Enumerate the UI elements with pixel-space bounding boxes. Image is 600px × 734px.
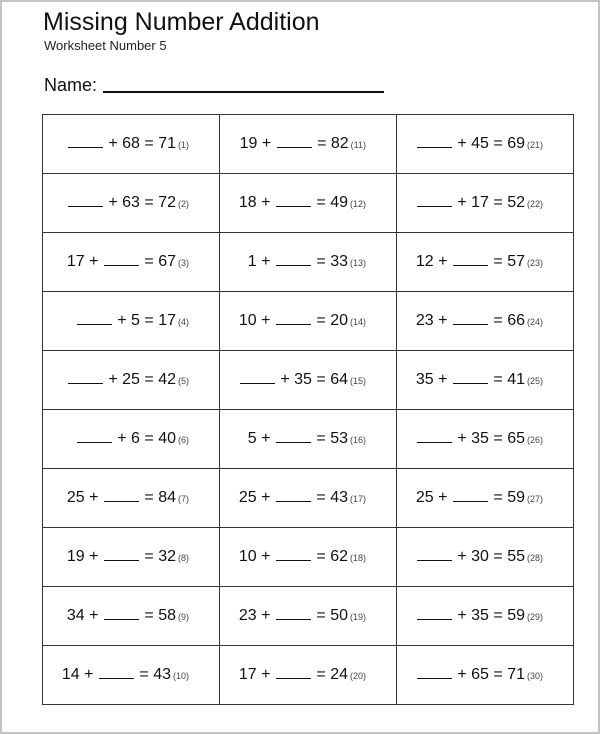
sum-value: 43: [153, 666, 171, 683]
question-number: (5): [178, 376, 189, 386]
equals-sign: =: [317, 135, 327, 152]
sum-value: 69: [507, 135, 525, 152]
problem-cell: [43, 469, 220, 528]
addend-left: 25: [66, 489, 85, 506]
plus-sign: +: [457, 666, 467, 683]
sum-value: 55: [507, 548, 525, 565]
plus-sign: +: [438, 371, 448, 388]
problem-cell: [43, 115, 220, 174]
problem-equation: [43, 605, 189, 625]
answer-blank[interactable]: [277, 133, 312, 148]
equals-sign: =: [144, 371, 154, 388]
problems-row: [43, 292, 574, 351]
problem-cell: [220, 646, 397, 705]
addend-left: 25: [415, 489, 434, 506]
plus-sign: +: [438, 253, 448, 270]
plus-sign: +: [84, 666, 94, 683]
question-number: (1): [178, 140, 189, 150]
problem-cell: [397, 587, 574, 646]
problems-row: [43, 174, 574, 233]
addend-left: 19: [66, 548, 85, 565]
sum-value: 49: [330, 194, 348, 211]
answer-blank[interactable]: [417, 428, 452, 443]
equals-sign: =: [493, 371, 503, 388]
answer-blank[interactable]: [453, 369, 488, 384]
equals-sign: =: [316, 607, 326, 624]
problem-equation: [397, 251, 543, 271]
answer-blank[interactable]: [417, 192, 452, 207]
answer-blank[interactable]: [417, 546, 452, 561]
sum-value: 58: [158, 607, 176, 624]
sum-value: 66: [507, 312, 525, 329]
answer-blank[interactable]: [240, 369, 275, 384]
answer-blank[interactable]: [417, 605, 452, 620]
answer-blank[interactable]: [453, 310, 488, 325]
problems-row: [43, 646, 574, 705]
addend-right: 68: [122, 135, 140, 152]
addend-left: 17: [238, 666, 257, 683]
question-number: (3): [178, 258, 189, 268]
name-label: Name:: [44, 75, 98, 95]
problem-equation: [43, 369, 189, 389]
problem-cell: [397, 174, 574, 233]
problem-equation: [43, 133, 189, 153]
problem-equation: [220, 192, 366, 212]
question-number: (20): [349, 671, 366, 681]
sum-value: 64: [330, 371, 348, 388]
problem-equation: [43, 487, 189, 507]
addend-right: 35: [471, 607, 489, 624]
answer-blank[interactable]: [99, 664, 134, 679]
problem-equation: [220, 369, 366, 389]
problem-equation: [397, 605, 543, 625]
sum-value: 32: [158, 548, 176, 565]
problem-equation: [220, 546, 366, 566]
problem-cell: [220, 528, 397, 587]
equals-sign: =: [144, 607, 154, 624]
answer-blank[interactable]: [104, 546, 139, 561]
question-number: (30): [526, 671, 543, 681]
question-number: (15): [349, 376, 366, 386]
addend-right: 63: [122, 194, 140, 211]
plus-sign: +: [108, 194, 118, 211]
plus-sign: +: [261, 666, 271, 683]
problems-row: [43, 469, 574, 528]
sum-value: 59: [507, 489, 525, 506]
plus-sign: +: [457, 194, 467, 211]
plus-sign: +: [261, 253, 271, 270]
plus-sign: +: [438, 489, 448, 506]
plus-sign: +: [261, 312, 271, 329]
plus-sign: +: [280, 371, 290, 388]
equals-sign: =: [144, 430, 154, 447]
equals-sign: =: [144, 548, 154, 565]
question-number: (27): [526, 494, 543, 504]
sum-value: 20: [330, 312, 348, 329]
answer-blank[interactable]: [276, 251, 311, 266]
addend-left: 10: [238, 548, 257, 565]
plus-sign: +: [117, 430, 127, 447]
plus-sign: +: [261, 607, 271, 624]
sum-value: 33: [330, 253, 348, 270]
question-number: (4): [178, 317, 189, 327]
sum-value: 84: [158, 489, 176, 506]
question-number: (2): [178, 199, 189, 209]
answer-blank[interactable]: [68, 192, 103, 207]
question-number: (9): [178, 612, 189, 622]
equals-sign: =: [144, 135, 154, 152]
question-number: (25): [526, 376, 543, 386]
question-number: (12): [349, 199, 366, 209]
problem-cell: [397, 351, 574, 410]
problem-equation: [220, 251, 366, 271]
addend-left: 19: [239, 135, 258, 152]
problems-table: [42, 114, 574, 705]
sum-value: 82: [330, 135, 349, 152]
answer-blank[interactable]: [77, 428, 112, 443]
equals-sign: =: [144, 253, 154, 270]
equals-sign: =: [139, 666, 149, 683]
sum-value: 53: [330, 430, 348, 447]
addend-right: 25: [122, 371, 140, 388]
problem-cell: [220, 351, 397, 410]
plus-sign: +: [457, 430, 467, 447]
problem-cell: [220, 292, 397, 351]
equals-sign: =: [316, 489, 326, 506]
problem-cell: [397, 469, 574, 528]
problems-row: [43, 410, 574, 469]
problem-equation: [43, 310, 189, 330]
problem-cell: [43, 410, 220, 469]
plus-sign: +: [108, 371, 118, 388]
problem-cell: [43, 528, 220, 587]
addend-left: 34: [66, 607, 85, 624]
equals-sign: =: [316, 371, 326, 388]
sum-value: 71: [158, 135, 176, 152]
sum-value: 52: [507, 194, 525, 211]
addend-right: 17: [471, 194, 489, 211]
plus-sign: +: [89, 253, 99, 270]
problem-equation: [220, 605, 366, 625]
problem-cell: [220, 115, 397, 174]
problems-row: [43, 528, 574, 587]
question-number: (6): [178, 435, 189, 445]
answer-blank[interactable]: [453, 487, 488, 502]
problem-equation: [220, 133, 366, 153]
plus-sign: +: [261, 430, 271, 447]
equals-sign: =: [493, 548, 503, 565]
problem-equation: [397, 664, 543, 684]
sum-value: 24: [330, 666, 348, 683]
addend-left: 18: [238, 194, 257, 211]
addend-right: 45: [471, 135, 489, 152]
plus-sign: +: [457, 548, 467, 565]
sum-value: 59: [507, 607, 525, 624]
addend-left: 23: [238, 607, 257, 624]
answer-blank[interactable]: [77, 310, 112, 325]
answer-blank[interactable]: [104, 251, 139, 266]
problem-equation: [397, 192, 543, 212]
question-number: (17): [349, 494, 366, 504]
question-number: (24): [526, 317, 543, 327]
equals-sign: =: [493, 253, 503, 270]
problems-row: [43, 115, 574, 174]
equals-sign: =: [493, 607, 503, 624]
question-number: (18): [349, 553, 366, 563]
problem-cell: [43, 174, 220, 233]
equals-sign: =: [144, 489, 154, 506]
plus-sign: +: [117, 312, 127, 329]
question-number: (29): [526, 612, 543, 622]
question-number: (23): [526, 258, 543, 268]
problem-equation: [397, 133, 543, 153]
problem-cell: [397, 292, 574, 351]
answer-blank[interactable]: [453, 251, 488, 266]
worksheet-title: Missing Number Addition: [43, 8, 320, 36]
equals-sign: =: [493, 430, 503, 447]
answer-blank[interactable]: [276, 428, 311, 443]
problem-cell: [43, 646, 220, 705]
equals-sign: =: [144, 194, 154, 211]
equals-sign: =: [316, 253, 326, 270]
problem-cell: [43, 351, 220, 410]
addend-left: 25: [238, 489, 257, 506]
addend-right: 35: [471, 430, 489, 447]
addend-right: 65: [471, 666, 489, 683]
problem-equation: [220, 428, 366, 448]
addend-left: 23: [415, 312, 434, 329]
sum-value: 41: [507, 371, 525, 388]
equals-sign: =: [493, 135, 503, 152]
plus-sign: +: [457, 607, 467, 624]
addend-left: 10: [238, 312, 257, 329]
problem-equation: [43, 546, 189, 566]
equals-sign: =: [493, 194, 503, 211]
equals-sign: =: [144, 312, 154, 329]
sum-value: 43: [330, 489, 348, 506]
problem-equation: [397, 546, 543, 566]
problem-equation: [220, 664, 366, 684]
problem-cell: [220, 587, 397, 646]
sum-value: 42: [158, 371, 176, 388]
problem-equation: [397, 428, 543, 448]
problem-equation: [43, 251, 189, 271]
sum-value: 67: [158, 253, 176, 270]
sum-value: 62: [330, 548, 348, 565]
problem-cell: [397, 646, 574, 705]
sum-value: 40: [158, 430, 176, 447]
equals-sign: =: [316, 430, 326, 447]
question-number: (26): [526, 435, 543, 445]
question-number: (7): [178, 494, 189, 504]
sum-value: 50: [330, 607, 348, 624]
plus-sign: +: [261, 194, 271, 211]
problem-cell: [43, 587, 220, 646]
problems-row: [43, 233, 574, 292]
answer-blank[interactable]: [417, 133, 452, 148]
problem-equation: [220, 487, 366, 507]
answer-blank[interactable]: [68, 369, 103, 384]
problem-cell: [220, 174, 397, 233]
question-number: (13): [349, 258, 366, 268]
plus-sign: +: [261, 135, 272, 152]
problems-row: [43, 351, 574, 410]
sum-value: 72: [158, 194, 176, 211]
answer-blank[interactable]: [276, 664, 311, 679]
plus-sign: +: [89, 489, 99, 506]
addend-left: 12: [415, 253, 434, 270]
problem-cell: [397, 233, 574, 292]
equals-sign: =: [316, 666, 326, 683]
problem-cell: [43, 233, 220, 292]
addend-right: 6: [131, 430, 140, 447]
problem-cell: [220, 233, 397, 292]
addend-left: 35: [415, 371, 434, 388]
question-number: (22): [526, 199, 543, 209]
problem-cell: [43, 292, 220, 351]
sum-value: 17: [158, 312, 176, 329]
plus-sign: +: [457, 135, 467, 152]
plus-sign: +: [261, 548, 271, 565]
addend-left: 17: [66, 253, 85, 270]
equals-sign: =: [493, 666, 503, 683]
name-blank-line[interactable]: [103, 91, 384, 93]
problem-cell: [220, 410, 397, 469]
problem-equation: [397, 487, 543, 507]
plus-sign: +: [89, 548, 99, 565]
problem-equation: [397, 310, 543, 330]
problem-equation: [43, 664, 189, 684]
plus-sign: +: [261, 489, 271, 506]
answer-blank[interactable]: [417, 664, 452, 679]
problem-equation: [397, 369, 543, 389]
answer-blank[interactable]: [276, 310, 311, 325]
addend-left: 1: [247, 253, 257, 270]
problem-equation: [43, 428, 189, 448]
problem-cell: [220, 469, 397, 528]
answer-blank[interactable]: [276, 487, 311, 502]
answer-blank[interactable]: [104, 605, 139, 620]
problem-equation: [43, 192, 189, 212]
equals-sign: =: [316, 548, 326, 565]
answer-blank[interactable]: [276, 605, 311, 620]
plus-sign: +: [108, 135, 118, 152]
sum-value: 57: [507, 253, 525, 270]
addend-left: 14: [61, 666, 80, 683]
name-field-row: [44, 74, 384, 96]
problem-equation: [220, 310, 366, 330]
addend-right: 30: [471, 548, 489, 565]
question-number: (19): [349, 612, 366, 622]
plus-sign: +: [89, 607, 99, 624]
sum-value: 71: [507, 666, 525, 683]
addend-right: 35: [294, 371, 312, 388]
equals-sign: =: [316, 194, 326, 211]
problems-row: [43, 587, 574, 646]
addend-right: 5: [131, 312, 140, 329]
question-number: (28): [526, 553, 543, 563]
problem-cell: [397, 115, 574, 174]
question-number: (21): [526, 140, 543, 150]
answer-blank[interactable]: [104, 487, 139, 502]
problem-cell: [397, 410, 574, 469]
addend-left: 5: [247, 430, 257, 447]
question-number: (8): [178, 553, 189, 563]
question-number: (11): [350, 140, 366, 150]
equals-sign: =: [493, 312, 503, 329]
answer-blank[interactable]: [276, 546, 311, 561]
equals-sign: =: [493, 489, 503, 506]
worksheet-subtitle: Worksheet Number 5: [44, 38, 167, 53]
plus-sign: +: [438, 312, 448, 329]
problem-cell: [397, 528, 574, 587]
answer-blank[interactable]: [68, 133, 103, 148]
question-number: (16): [349, 435, 366, 445]
answer-blank[interactable]: [276, 192, 311, 207]
equals-sign: =: [316, 312, 326, 329]
sum-value: 65: [507, 430, 525, 447]
question-number: (10): [172, 671, 189, 681]
question-number: (14): [349, 317, 366, 327]
